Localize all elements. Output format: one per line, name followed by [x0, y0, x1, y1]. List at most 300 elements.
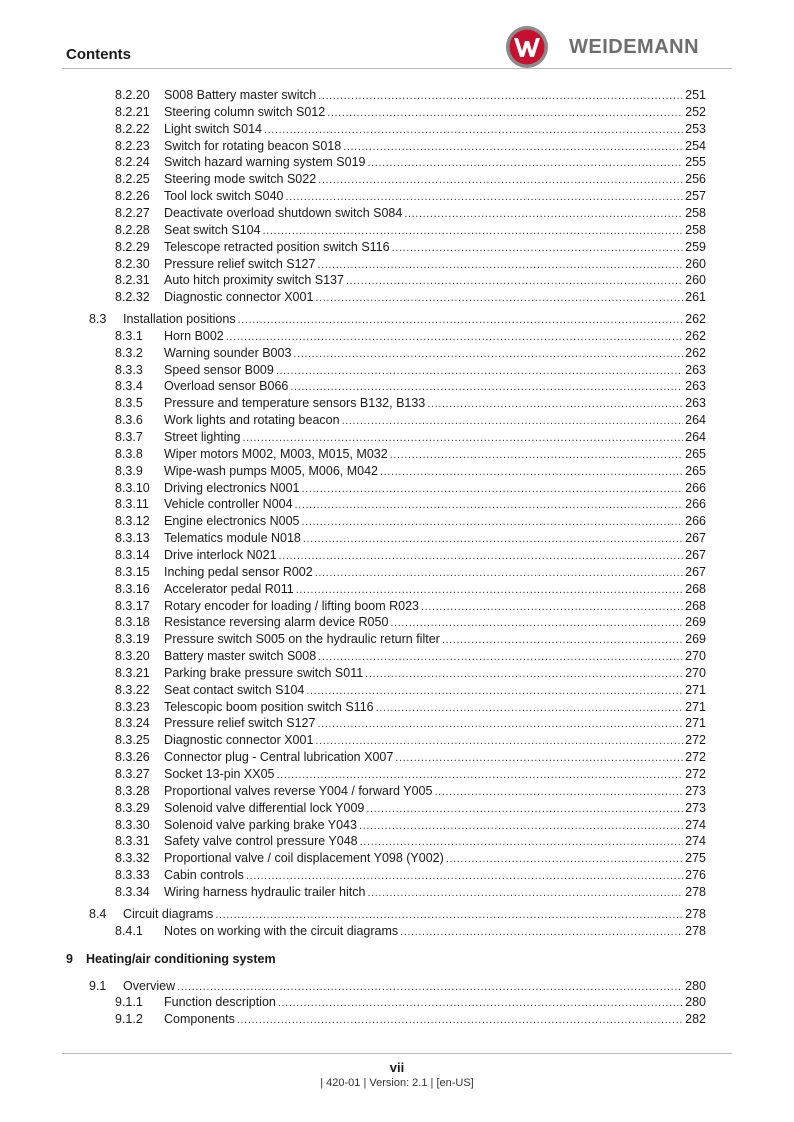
- toc-dot-leader: [296, 582, 683, 599]
- toc-page-number: 255: [685, 155, 706, 170]
- toc-entry-number: 8.2.27: [115, 205, 150, 220]
- toc-entry: [164, 817, 706, 835]
- toc-entry-number: 8.3.2: [115, 345, 143, 360]
- toc-entry: [164, 631, 706, 649]
- toc-page-number: 272: [685, 750, 706, 765]
- footer-page-number: vii: [389, 1060, 405, 1075]
- toc-entry: [164, 614, 706, 632]
- toc-entry-row[interactable]: [0, 362, 794, 379]
- toc-entry: [164, 138, 706, 156]
- toc-entry-row[interactable]: [0, 138, 794, 155]
- toc-entry: [164, 328, 706, 346]
- toc-entry-row[interactable]: [0, 665, 794, 682]
- toc-entry: [164, 715, 706, 733]
- toc-entry: [164, 884, 706, 902]
- toc-dot-leader: [390, 615, 683, 632]
- toc-entry-title: Vehicle controller N004: [164, 497, 293, 512]
- toc-entry-row[interactable]: [0, 446, 794, 463]
- toc-entry: [164, 87, 706, 105]
- toc-entry-row[interactable]: [0, 205, 794, 222]
- toc-entry: [164, 749, 706, 767]
- toc-entry-row[interactable]: [0, 1011, 794, 1028]
- toc-dot-leader: [303, 531, 683, 548]
- toc-entry-number: 8.3.9: [115, 463, 143, 478]
- footer-document-info: | 420-01 | Version: 2.1 | [en-US]: [320, 1077, 474, 1089]
- toc-entry-title: Battery master switch S008: [164, 649, 317, 664]
- toc-page-number: 262: [685, 345, 706, 360]
- toc-entry-number: 8.3.30: [115, 817, 150, 832]
- toc-entry-number: 8.2.30: [115, 256, 150, 271]
- toc-entry: [123, 906, 706, 924]
- toc-entry-title: Wipe-wash pumps M005, M006, M042: [164, 463, 378, 478]
- toc-entry: [164, 205, 706, 223]
- toc-dot-leader: [365, 666, 683, 683]
- toc-dot-leader: [400, 924, 683, 941]
- toc-entry: [164, 665, 706, 683]
- toc-entry-title: Warning sounder B003: [164, 345, 292, 360]
- toc-entry-row[interactable]: [0, 715, 794, 732]
- toc-entry-number: 8.3: [89, 312, 107, 327]
- toc-dot-leader: [315, 733, 683, 750]
- toc-entry-number: 8.4: [89, 906, 107, 921]
- toc-entry-row[interactable]: [0, 311, 794, 328]
- toc-entry-row[interactable]: [0, 463, 794, 480]
- toc-entry-title: Components: [164, 1012, 235, 1027]
- toc-entry: [164, 378, 706, 396]
- toc-entry: [164, 104, 706, 122]
- brand-wordmark: WEIDEMANN: [569, 36, 700, 58]
- toc-page-number: 258: [685, 222, 706, 237]
- toc-entry-number: 8.3.12: [115, 514, 150, 529]
- toc-entry-number: 8.3.14: [115, 547, 150, 562]
- toc-dot-leader: [290, 379, 683, 396]
- toc-entry-row[interactable]: [0, 581, 794, 598]
- toc-page-number: 269: [685, 632, 706, 647]
- toc-entry-row[interactable]: [0, 513, 794, 530]
- toc-dot-leader: [380, 464, 683, 481]
- toc-dot-leader: [395, 750, 683, 767]
- toc-entry-number: 8.3.20: [115, 649, 150, 664]
- toc-entry-title: Resistance reversing alarm device R050: [164, 615, 389, 630]
- toc-page-number: 265: [685, 446, 706, 461]
- toc-entry: [164, 800, 706, 818]
- toc-entry-number: 8.3.22: [115, 682, 150, 697]
- toc-chapter-row[interactable]: [0, 951, 794, 968]
- toc-entry: [164, 766, 706, 784]
- toc-page-number: 266: [685, 480, 706, 495]
- toc-page-number: 274: [685, 817, 706, 832]
- toc-entry-number: 8.3.25: [115, 733, 150, 748]
- toc-entry: [164, 923, 706, 941]
- toc-entry-row[interactable]: [0, 429, 794, 446]
- toc-entry-title: Heating/air conditioning system: [86, 951, 276, 966]
- toc-entry-title: Speed sensor B009: [164, 362, 274, 377]
- toc-entry-title: Street lighting: [164, 430, 241, 444]
- toc-entry-row[interactable]: [0, 631, 794, 648]
- toc-entry: [164, 188, 706, 206]
- toc-entry: [164, 648, 706, 666]
- toc-page-number: 264: [685, 430, 706, 444]
- toc-entry-row[interactable]: [0, 395, 794, 412]
- toc-entry-number: 8.3.26: [115, 750, 150, 765]
- toc-dot-leader: [279, 548, 684, 565]
- toc-entry: [164, 732, 706, 750]
- toc-entry-title: Pressure relief switch S127: [164, 716, 316, 731]
- toc-page-number: 267: [685, 564, 706, 579]
- toc-entry-title: Tool lock switch S040: [164, 189, 284, 204]
- toc-entry-number: 8.2.31: [115, 273, 150, 288]
- toc-page-number: 258: [685, 205, 706, 220]
- toc-entry-number: 8.3.23: [115, 699, 150, 714]
- toc-entry-number: 8.3.27: [115, 767, 150, 781]
- toc-page-number: 260: [685, 273, 706, 288]
- toc-dot-leader: [242, 430, 683, 447]
- toc-page-number: 278: [685, 906, 706, 921]
- toc-dot-leader: [367, 155, 683, 172]
- toc-entry-number: 8.2.22: [115, 121, 150, 136]
- toc-page-number: 259: [685, 239, 706, 254]
- toc-entry-row[interactable]: [0, 345, 794, 362]
- toc-entry-row[interactable]: [0, 732, 794, 749]
- toc-entry-title: Notes on working with the circuit diagrams: [164, 923, 399, 938]
- toc-page-number: 267: [685, 531, 706, 546]
- toc-page-number: 276: [685, 868, 706, 883]
- toc-entry-number: 9.1.1: [115, 995, 143, 1010]
- toc-entry-row[interactable]: [0, 222, 794, 239]
- toc-entry-number: 8.2.21: [115, 104, 150, 119]
- toc-entry-title: Inching pedal sensor R002: [164, 564, 313, 579]
- toc-page-number: 278: [685, 884, 706, 899]
- toc-dot-leader: [278, 995, 683, 1012]
- toc-page-number: 261: [685, 290, 706, 305]
- toc-entry-number: 8.4.1: [115, 923, 143, 938]
- toc-entry-row[interactable]: [0, 923, 794, 940]
- toc-dot-leader: [346, 273, 683, 290]
- toc-entry-row[interactable]: [0, 833, 794, 850]
- toc-entry-row[interactable]: [0, 547, 794, 564]
- toc-entry-number: 9.1: [89, 978, 107, 993]
- toc-entry-row[interactable]: [0, 154, 794, 171]
- toc-page-number: 264: [685, 413, 706, 428]
- toc-dot-leader: [442, 632, 683, 649]
- toc-entry-number: 8.2.20: [115, 88, 150, 102]
- toc-page-number: 268: [685, 598, 706, 613]
- toc-entry-title: Proportional valves reverse Y004 / forward Y005: [164, 783, 433, 798]
- toc-dot-leader: [263, 223, 684, 240]
- toc-entry: [164, 867, 706, 885]
- toc-entry-title: Overview: [123, 978, 176, 993]
- toc-entry-title: Telescope retracted position switch S116: [164, 239, 390, 254]
- toc-entry: [164, 1011, 706, 1029]
- toc-entry-row[interactable]: [0, 188, 794, 205]
- toc-dot-leader: [342, 413, 684, 430]
- toc-entry: [164, 239, 706, 257]
- toc-page-number: 252: [685, 104, 706, 119]
- toc-dot-leader: [277, 767, 684, 784]
- toc-dot-leader: [359, 818, 683, 835]
- toc-entry-title: Accelerator pedal R011: [164, 581, 294, 596]
- toc-entry-number: 8.3.17: [115, 598, 150, 613]
- toc-entry: [164, 289, 706, 307]
- toc-dot-leader: [302, 514, 684, 531]
- toc-entry-number: 9: [66, 951, 73, 966]
- toc-entry-number: 8.2.24: [115, 155, 150, 170]
- toc-entry-number: 8.3.6: [115, 413, 143, 428]
- toc-entry-title: Pressure and temperature sensors B132, B133: [164, 396, 426, 411]
- toc-page-number: 271: [685, 699, 706, 714]
- toc-page-number: 269: [685, 615, 706, 630]
- toc-entry-number: 8.2.28: [115, 222, 150, 237]
- toc-page-number: 267: [685, 547, 706, 562]
- toc-dot-leader: [226, 329, 683, 346]
- toc-dot-leader: [315, 290, 683, 307]
- toc-entry: [164, 412, 706, 430]
- page-title: Contents: [66, 46, 131, 63]
- toc-dot-leader: [376, 700, 684, 717]
- toc-dot-leader: [237, 1012, 683, 1029]
- toc-entry: [164, 154, 706, 172]
- toc-page-number: 273: [685, 783, 706, 798]
- toc-entry-title: Auto hitch proximity switch S137: [164, 273, 344, 288]
- toc-dot-leader: [306, 683, 683, 700]
- toc-page-number: 272: [685, 733, 706, 748]
- toc-entry: [164, 429, 706, 447]
- toc-entry: [164, 171, 706, 189]
- toc-entry-title: Seat contact switch S104: [164, 682, 305, 697]
- toc-dot-leader: [390, 447, 683, 464]
- toc-page-number: 260: [685, 256, 706, 271]
- toc-dot-leader: [215, 907, 683, 924]
- toc-entry-number: 8.3.8: [115, 446, 143, 461]
- toc-entry-title: S008 Battery master switch: [164, 88, 317, 102]
- toc-entry-title: Safety valve control pressure Y048: [164, 834, 358, 849]
- toc-page-number: 262: [685, 312, 706, 327]
- toc-dot-leader: [318, 88, 683, 105]
- toc-entry-row[interactable]: [0, 800, 794, 817]
- toc-entry-title: Engine electronics N005: [164, 514, 300, 529]
- toc-entry-number: 8.3.5: [115, 396, 143, 411]
- toc-dot-leader: [421, 599, 683, 616]
- toc-page-number: 274: [685, 834, 706, 849]
- toc-entry: [164, 345, 706, 363]
- toc-entry-title: Pressure relief switch S127: [164, 256, 316, 271]
- toc-entry-row[interactable]: [0, 783, 794, 800]
- toc-entry-row[interactable]: [0, 496, 794, 513]
- toc-entry-row[interactable]: [0, 850, 794, 867]
- toc-entry-title: Installation positions: [123, 312, 236, 327]
- toc-dot-leader: [318, 172, 683, 189]
- toc-entry: [164, 783, 706, 801]
- toc-dot-leader: [343, 139, 683, 156]
- toc-entry: [164, 222, 706, 240]
- toc-entry-title: Overload sensor B066: [164, 379, 289, 394]
- toc-dot-leader: [317, 257, 683, 274]
- toc-entry: [164, 994, 706, 1012]
- toc-dot-leader: [318, 649, 683, 666]
- toc-dot-leader: [366, 801, 683, 818]
- toc-dot-leader: [434, 784, 683, 801]
- toc-page-number: 262: [685, 328, 706, 343]
- toc-page-number: 270: [685, 649, 706, 664]
- toc-entry-title: Diagnostic connector X001: [164, 733, 314, 748]
- toc-entry-number: 8.3.10: [115, 480, 150, 495]
- toc-dot-leader: [404, 206, 683, 223]
- toc-page-number: 257: [685, 189, 706, 204]
- toc-entry-number: 8.2.23: [115, 138, 150, 153]
- toc-entry: [164, 682, 706, 700]
- toc-entry-row[interactable]: [0, 598, 794, 615]
- toc-entry-number: 8.3.28: [115, 783, 150, 798]
- toc-page-number: 280: [685, 978, 706, 993]
- toc-entry-title: Solenoid valve differential lock Y009: [164, 800, 365, 815]
- toc-dot-leader: [276, 363, 683, 380]
- toc-dot-leader: [360, 834, 684, 851]
- toc-page-number: 263: [685, 362, 706, 377]
- toc-page-number: 266: [685, 514, 706, 529]
- toc-entry-title: Driving electronics N001: [164, 480, 300, 495]
- toc-entry-row[interactable]: [0, 699, 794, 716]
- toc-entry: [123, 311, 706, 329]
- toc-entry-title: Wiring harness hydraulic trailer hitch: [164, 884, 366, 899]
- toc-dot-leader: [367, 885, 683, 902]
- toc-page-number: 271: [685, 716, 706, 731]
- toc-entry-row[interactable]: [0, 121, 794, 138]
- toc-entry-row[interactable]: [0, 328, 794, 345]
- toc-entry-row[interactable]: [0, 87, 794, 104]
- toc-entry-row[interactable]: [0, 412, 794, 429]
- toc-entry-number: 8.3.31: [115, 834, 150, 849]
- toc-entry-row[interactable]: [0, 994, 794, 1011]
- toc-entry-number: 8.3.7: [115, 430, 143, 444]
- toc-entry-title: Cabin controls: [164, 868, 244, 883]
- toc-page-number: 265: [685, 463, 706, 478]
- toc-entry-title: Telescopic boom position switch S116: [164, 699, 374, 714]
- toc-entry-number: 8.2.32: [115, 290, 150, 305]
- toc-entry-number: 8.3.11: [115, 497, 149, 512]
- toc-dot-leader: [392, 240, 684, 257]
- toc-entry-row[interactable]: [0, 867, 794, 884]
- toc-page-number: 275: [685, 851, 706, 866]
- toc-entry-title: Solenoid valve parking brake Y043: [164, 817, 357, 832]
- toc-entry-number: 8.3.34: [115, 884, 150, 899]
- toc-entry-row[interactable]: [0, 978, 794, 995]
- toc-entry-number: 8.3.24: [115, 716, 150, 731]
- toc-entry-row[interactable]: [0, 906, 794, 923]
- toc-entry-number: 8.2.25: [115, 172, 150, 187]
- toc-dot-leader: [317, 716, 683, 733]
- toc-page-number: 268: [685, 581, 706, 596]
- toc-entry-number: 8.3.32: [115, 851, 150, 866]
- toc-entry-number: 8.3.16: [115, 581, 150, 596]
- toc-dot-leader: [301, 481, 683, 498]
- toc-entry-row[interactable]: [0, 104, 794, 121]
- toc-entry-number: 8.3.15: [115, 564, 150, 579]
- toc-entry-row[interactable]: [0, 648, 794, 665]
- toc-entry-title: Steering column switch S012: [164, 104, 326, 119]
- toc-entry-number: 8.3.1: [115, 328, 143, 343]
- toc-entry-row[interactable]: [0, 884, 794, 901]
- toc-entry: [164, 598, 706, 616]
- toc-entry-title: Telematics module N018: [164, 531, 301, 546]
- toc-entry-row[interactable]: [0, 239, 794, 256]
- toc-entry-row[interactable]: [0, 378, 794, 395]
- toc-entry-title: Seat switch S104: [164, 222, 261, 237]
- toc-entry: [164, 496, 706, 514]
- toc-entry-row[interactable]: [0, 171, 794, 188]
- toc-entry-row[interactable]: [0, 817, 794, 834]
- toc-entry: [164, 463, 706, 481]
- toc-entry-number: 8.3.19: [115, 632, 150, 647]
- toc-entry-title: Socket 13-pin XX05: [164, 767, 275, 781]
- toc-page-number: 254: [685, 138, 706, 153]
- toc-dot-leader: [446, 851, 683, 868]
- toc-entry-title: Switch hazard warning system S019: [164, 155, 366, 170]
- toc-page-number: 272: [685, 767, 706, 781]
- toc-entry-row[interactable]: [0, 564, 794, 581]
- toc-entry-title: Connector plug - Central lubrication X007: [164, 750, 394, 765]
- toc-entry-row[interactable]: [0, 289, 794, 306]
- toc-entry-number: 8.2.29: [115, 239, 150, 254]
- toc-entry-row[interactable]: [0, 530, 794, 547]
- toc-page-number: 263: [685, 396, 706, 411]
- toc-entry-number: 8.2.26: [115, 189, 150, 204]
- toc-entry-number: 8.3.13: [115, 531, 150, 546]
- toc-entry: [164, 121, 706, 139]
- toc-entry-title: Deactivate overload shutdown switch S084: [164, 205, 403, 220]
- toc-entry: [164, 564, 706, 582]
- toc-entry: [164, 446, 706, 464]
- toc-page-number: 271: [685, 682, 706, 697]
- toc-entry-number: 9.1.2: [115, 1012, 143, 1027]
- toc-entry-title: Light switch S014: [164, 121, 262, 136]
- toc-entry-row[interactable]: [0, 682, 794, 699]
- footer-divider: [62, 1053, 732, 1054]
- toc-dot-leader: [427, 396, 683, 413]
- toc-entry-title: Work lights and rotating beacon: [164, 413, 340, 428]
- toc-dot-leader: [315, 565, 683, 582]
- toc-entry-title: Pressure switch S005 on the hydraulic return filter: [164, 632, 440, 647]
- toc-entry-title: Parking brake pressure switch S011: [164, 665, 364, 680]
- toc-page-number: 256: [685, 172, 706, 187]
- toc-entry-row[interactable]: [0, 256, 794, 273]
- toc-entry-row[interactable]: [0, 614, 794, 631]
- toc-dot-leader: [177, 979, 683, 996]
- toc-entry-number: 8.3.33: [115, 868, 150, 883]
- toc-entry-row[interactable]: [0, 480, 794, 497]
- toc-page-number: 270: [685, 665, 706, 680]
- toc-entry-title: Proportional valve / coil displacement Y098 (Y002): [164, 851, 444, 866]
- toc-entry: [164, 699, 706, 717]
- toc-entry-row[interactable]: [0, 766, 794, 783]
- toc-page-number: 280: [685, 995, 706, 1010]
- toc-page-number: 282: [685, 1012, 706, 1027]
- toc-page-number: 278: [685, 923, 706, 938]
- toc-entry-row[interactable]: [0, 749, 794, 766]
- toc-dot-leader: [286, 189, 684, 206]
- toc-entry: [164, 850, 706, 868]
- toc-entry-title: Steering mode switch S022: [164, 172, 317, 187]
- toc-page-number: 266: [685, 497, 706, 512]
- toc-entry-title: Circuit diagrams: [123, 906, 214, 921]
- toc-entry-row[interactable]: [0, 272, 794, 289]
- toc-entry-number: 8.3.3: [115, 362, 143, 377]
- toc-entry: [164, 256, 706, 274]
- toc-page-number: 263: [685, 379, 706, 394]
- toc-page-number: 273: [685, 800, 706, 815]
- toc-entry: [164, 272, 706, 290]
- toc-entry-title: Diagnostic connector X001: [164, 290, 314, 305]
- toc-entry: [164, 581, 706, 599]
